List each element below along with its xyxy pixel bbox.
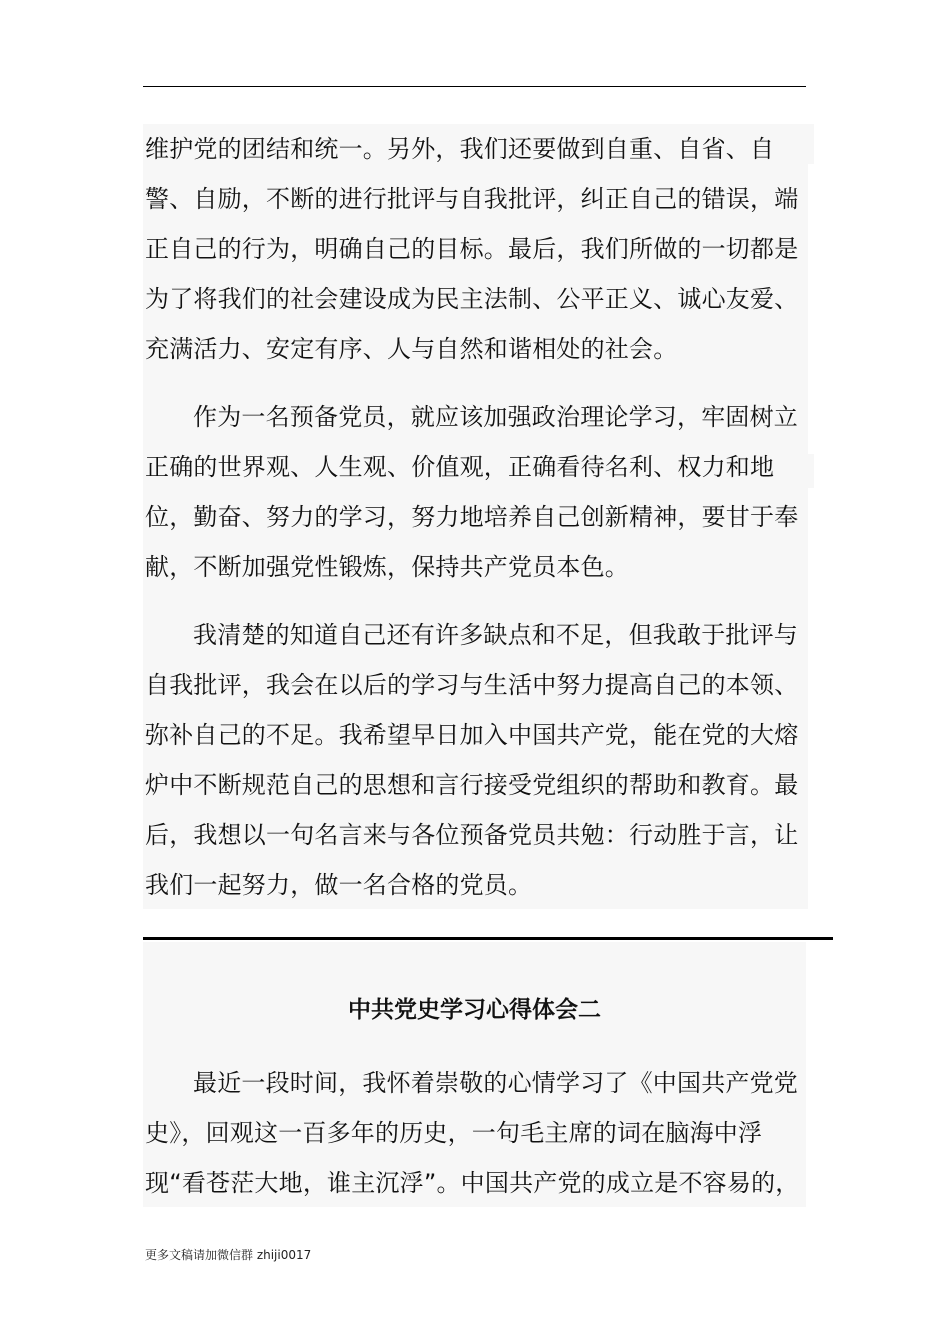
section-body: [145, 1058, 805, 1208]
paragraph-party-history: 最近一段时间，我怀着崇敬的心情学习了《中国共产党党史》，回观这一百多年的历史，一句毛主席的词在脑海中浮现“看苍茫大地，谁主沉浮”。中国共产党的成立是不容易的，: [145, 1069, 800, 1197]
paragraph-self-criticism: 我清楚的知道自己还有许多缺点和不足，但我敢于批评与自我批评，我会在以后的学习与生活中努力提高自己的本领、弥补自己的不足。我希望早日加入中国共产党，能在党的大熔炉中不断规范自己的思想和言行接受党组织的帮助和教育。最后，我想以一句名言来与各位预备党员共勉：行动胜于言，让我们一起努力，做一名合格的党员。: [145, 621, 799, 899]
document-body: [145, 124, 805, 910]
section-divider: [143, 937, 833, 940]
paragraph-probationary-member: 作为一名预备党员，就应该加强政治理论学习，牢固树立正确的世界观、人生观、价值观，正确看待名利、权力和地位，勤奋、努力的学习，努力地培养自己创新精神，要甘于奉献，不断加强党性锻炼，保持共产党员本色。: [145, 403, 799, 581]
header-rule: [143, 86, 806, 87]
section-heading: 中共党史学习心得体会二: [348, 997, 601, 1023]
page-footer: 更多文稿请加微信群 zhiji0017: [145, 1248, 312, 1262]
paragraph-continuation: 维护党的团结和统一。另外，我们还要做到自重、自省、自警、自励，不断的进行批评与自我批评，纠正自己的错误，端正自己的行为，明确自己的目标。最后，我们所做的一切都是为了将我们的社会建设成为民主法制、公平正义、诚心友爱、充满活力、安定有序、人与自然和谐相处的社会。: [145, 135, 799, 363]
